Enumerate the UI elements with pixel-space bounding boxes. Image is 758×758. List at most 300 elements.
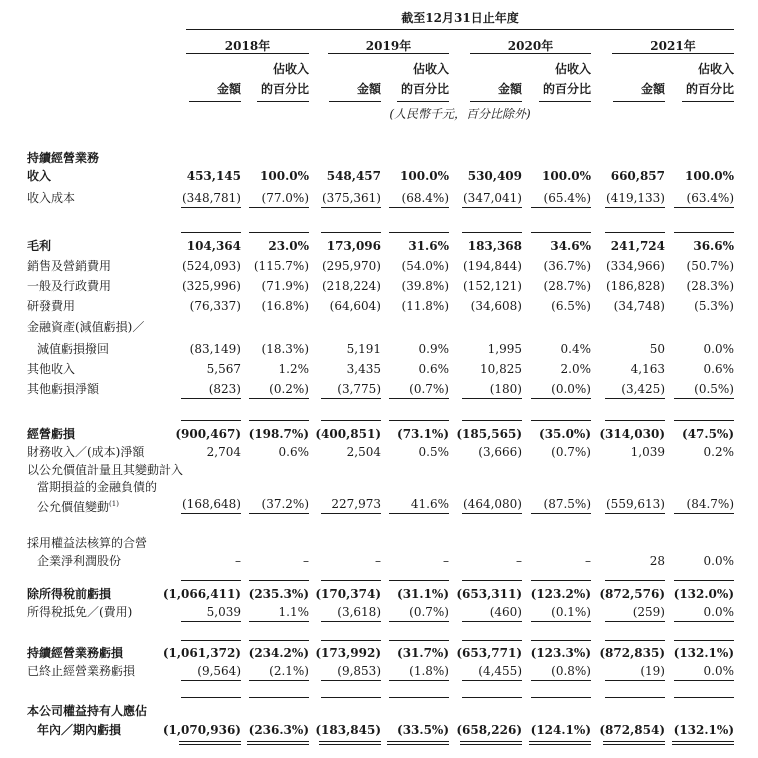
amount-cell: 183,368 bbox=[467, 239, 522, 253]
subtotal-rule bbox=[531, 621, 591, 622]
row-label bbox=[27, 663, 135, 680]
amount-cell: (34,748) bbox=[613, 299, 665, 313]
subtotal-rule bbox=[249, 207, 309, 208]
percent-cell: 0.6% bbox=[418, 362, 449, 376]
percent-cell: 0.9% bbox=[418, 342, 449, 356]
subtotal-rule bbox=[321, 621, 381, 622]
amount-cell: 453,145 bbox=[186, 169, 241, 183]
total-top-rule bbox=[389, 697, 449, 698]
total-top-rule bbox=[321, 420, 381, 421]
amount-cell: (3,618) bbox=[337, 605, 381, 619]
total-top-rule bbox=[321, 580, 381, 581]
percent-cell: 0.2% bbox=[703, 445, 734, 459]
percent-cell: 100.0% bbox=[260, 169, 309, 183]
percent-cell: (198.7%) bbox=[248, 427, 309, 441]
period-rule bbox=[186, 29, 734, 30]
row-label-text: 減值虧損撥回 bbox=[37, 342, 110, 356]
percent-cell: (132.1%) bbox=[673, 646, 734, 660]
subtotal-rule bbox=[674, 680, 734, 681]
amount-cell: 5,039 bbox=[206, 605, 241, 619]
row-label-text: 本公司權益持有人應佔 bbox=[27, 704, 148, 718]
percent-cell: (0.5%) bbox=[694, 382, 734, 396]
amount-column-heading: 金額 bbox=[216, 82, 241, 96]
subtotal-rule bbox=[605, 207, 665, 208]
percent-cell: 0.0% bbox=[703, 342, 734, 356]
amount-cell: 10,825 bbox=[480, 362, 522, 376]
amount-cell: 660,857 bbox=[610, 169, 665, 183]
percent-cell: (54.0%) bbox=[401, 259, 449, 273]
amount-cell: 2,504 bbox=[346, 445, 381, 459]
row-label bbox=[27, 426, 75, 443]
total-top-rule bbox=[531, 580, 591, 581]
amount-cell: (653,311) bbox=[456, 587, 522, 601]
year-heading: 2020年 bbox=[507, 39, 554, 53]
percent-column-heading-line1: 佔收入 bbox=[272, 62, 309, 76]
percent-cell: 36.6% bbox=[693, 239, 734, 253]
percent-cell: 31.6% bbox=[408, 239, 449, 253]
subtotal-rule bbox=[462, 621, 522, 622]
percent-cell: (6.5%) bbox=[551, 299, 591, 313]
amount-cell: (34,608) bbox=[470, 299, 522, 313]
row-label-text: 毛利 bbox=[27, 239, 52, 253]
amount-cell: 5,567 bbox=[206, 362, 241, 376]
row-label-text: 採用權益法核算的合營 bbox=[27, 536, 148, 550]
column-rule bbox=[397, 101, 449, 102]
row-label bbox=[27, 258, 111, 275]
amount-cell: 28 bbox=[649, 554, 665, 568]
percent-cell: (123.2%) bbox=[530, 587, 591, 601]
total-top-rule bbox=[249, 580, 309, 581]
percent-cell: 0.5% bbox=[418, 445, 449, 459]
percent-cell: (0.7%) bbox=[409, 382, 449, 396]
percent-cell: (235.3%) bbox=[248, 587, 309, 601]
total-top-rule bbox=[674, 580, 734, 581]
column-rule bbox=[329, 101, 381, 102]
amount-cell: 4,163 bbox=[630, 362, 665, 376]
amount-cell: (872,835) bbox=[599, 646, 665, 660]
percent-column-heading-line2: 的百分比 bbox=[260, 82, 309, 96]
row-label-text: 銷售及營銷費用 bbox=[27, 259, 112, 273]
subtotal-rule bbox=[462, 398, 522, 399]
row-label bbox=[27, 381, 99, 398]
amount-cell: (186,828) bbox=[606, 279, 665, 293]
amount-cell: (419,133) bbox=[606, 191, 665, 205]
amount-cell: 241,724 bbox=[610, 239, 665, 253]
row-label-text: 其他虧損淨額 bbox=[27, 382, 100, 396]
subtotal-rule bbox=[674, 621, 734, 622]
subtotal-rule bbox=[462, 207, 522, 208]
amount-cell: (334,966) bbox=[606, 259, 665, 273]
percent-column-heading-line1: 佔收入 bbox=[554, 62, 591, 76]
amount-cell: (347,041) bbox=[463, 191, 522, 205]
footnote-marker: (1) bbox=[109, 500, 119, 508]
amount-cell: (3,775) bbox=[337, 382, 381, 396]
amount-cell: – bbox=[235, 554, 241, 568]
percent-column-heading-line1: 佔收入 bbox=[412, 62, 449, 76]
total-top-rule bbox=[181, 697, 241, 698]
amount-cell: (3,425) bbox=[621, 382, 665, 396]
percent-cell: 34.6% bbox=[550, 239, 591, 253]
percent-column-heading-line1: 佔收入 bbox=[697, 62, 734, 76]
row-label bbox=[27, 168, 51, 185]
row-label-text: 企業淨利潤股份 bbox=[37, 554, 122, 568]
amount-cell: (218,224) bbox=[322, 279, 381, 293]
row-label-text: 收入成本 bbox=[27, 191, 76, 205]
amount-cell: (185,565) bbox=[456, 427, 522, 441]
total-top-rule bbox=[605, 697, 665, 698]
amount-cell: – bbox=[375, 554, 381, 568]
amount-cell: 548,457 bbox=[326, 169, 381, 183]
total-top-rule bbox=[249, 232, 309, 233]
percent-cell: 0.6% bbox=[278, 445, 309, 459]
subtotal-rule bbox=[389, 207, 449, 208]
percent-cell: (35.0%) bbox=[539, 427, 591, 441]
total-top-rule bbox=[674, 640, 734, 641]
row-label bbox=[27, 586, 111, 603]
subtotal-rule bbox=[181, 398, 241, 399]
percent-cell: (37.2%) bbox=[261, 497, 309, 511]
percent-cell: (0.1%) bbox=[551, 605, 591, 619]
total-top-rule bbox=[321, 232, 381, 233]
subtotal-rule bbox=[321, 513, 381, 514]
total-top-rule bbox=[181, 232, 241, 233]
subtotal-rule bbox=[321, 207, 381, 208]
percent-cell: (68.4%) bbox=[401, 191, 449, 205]
percent-cell: – bbox=[443, 554, 449, 568]
subtotal-rule bbox=[321, 398, 381, 399]
percent-cell: 2.0% bbox=[560, 362, 591, 376]
total-top-rule bbox=[462, 640, 522, 641]
amount-cell: (658,226) bbox=[456, 723, 522, 737]
row-label-text: 收入 bbox=[27, 169, 52, 183]
percent-cell: (33.5%) bbox=[397, 723, 449, 737]
percent-cell: (18.3%) bbox=[261, 342, 309, 356]
row-label bbox=[37, 341, 109, 358]
total-top-rule bbox=[462, 232, 522, 233]
subtotal-rule bbox=[605, 513, 665, 514]
row-label bbox=[27, 238, 51, 255]
total-top-rule bbox=[605, 580, 665, 581]
percent-cell: (87.5%) bbox=[543, 497, 591, 511]
total-top-rule bbox=[531, 232, 591, 233]
amount-column-heading: 金額 bbox=[356, 82, 381, 96]
year-heading: 2019年 bbox=[365, 39, 412, 53]
year-rule bbox=[186, 53, 309, 54]
amount-cell: (76,337) bbox=[189, 299, 241, 313]
amount-cell: (168,648) bbox=[182, 497, 241, 511]
row-label-text: 一般及行政費用 bbox=[27, 279, 112, 293]
subtotal-rule bbox=[531, 680, 591, 681]
subtotal-rule bbox=[674, 513, 734, 514]
total-top-rule bbox=[181, 580, 241, 581]
percent-cell: (0.7%) bbox=[551, 445, 591, 459]
amount-cell: (900,467) bbox=[175, 427, 241, 441]
total-top-rule bbox=[462, 420, 522, 421]
row-label-text: 公允價值變動 bbox=[37, 500, 110, 514]
amount-cell: (872,854) bbox=[599, 723, 665, 737]
percent-cell: (115.7%) bbox=[253, 259, 309, 273]
amount-cell: 3,435 bbox=[346, 362, 381, 376]
percent-cell: – bbox=[303, 554, 309, 568]
total-top-rule bbox=[321, 697, 381, 698]
amount-column-heading: 金額 bbox=[497, 82, 522, 96]
row-label bbox=[27, 604, 132, 621]
grand-total-double-rule bbox=[603, 741, 665, 745]
total-top-rule bbox=[531, 697, 591, 698]
percent-cell: 100.0% bbox=[542, 169, 591, 183]
subtotal-rule bbox=[181, 513, 241, 514]
total-top-rule bbox=[181, 640, 241, 641]
amount-cell: (83,149) bbox=[189, 342, 241, 356]
amount-cell: (19) bbox=[640, 664, 665, 678]
row-label bbox=[37, 722, 121, 739]
percent-cell: (28.3%) bbox=[686, 279, 734, 293]
total-top-rule bbox=[605, 232, 665, 233]
percent-cell: 1.2% bbox=[278, 362, 309, 376]
row-label bbox=[27, 462, 183, 479]
percent-column-heading-line2: 的百分比 bbox=[400, 82, 449, 96]
percent-column-heading-line2: 的百分比 bbox=[685, 82, 734, 96]
row-label-text: 財務收入／(成本)淨額 bbox=[27, 445, 145, 459]
percent-cell: 0.4% bbox=[560, 342, 591, 356]
column-rule bbox=[257, 101, 309, 102]
percent-cell: 0.6% bbox=[703, 362, 734, 376]
amount-cell: (524,093) bbox=[182, 259, 241, 273]
percent-cell: (234.2%) bbox=[248, 646, 309, 660]
percent-cell: (0.0%) bbox=[551, 382, 591, 396]
total-top-rule bbox=[181, 420, 241, 421]
total-top-rule bbox=[674, 420, 734, 421]
row-label-text: 已終止經營業務虧損 bbox=[27, 664, 136, 678]
row-label bbox=[27, 319, 144, 336]
amount-cell: 2,704 bbox=[206, 445, 241, 459]
amount-cell: (1,066,411) bbox=[162, 587, 241, 601]
percent-cell: 0.0% bbox=[703, 605, 734, 619]
grand-total-double-rule bbox=[247, 741, 309, 745]
total-top-rule bbox=[531, 420, 591, 421]
subtotal-rule bbox=[462, 513, 522, 514]
total-top-rule bbox=[249, 640, 309, 641]
subtotal-rule bbox=[249, 680, 309, 681]
amount-cell: (1,061,372) bbox=[162, 646, 241, 660]
amount-column-heading: 金額 bbox=[640, 82, 665, 96]
year-heading: 2021年 bbox=[650, 39, 696, 53]
percent-cell: (2.1%) bbox=[269, 664, 309, 678]
percent-cell: (65.4%) bbox=[543, 191, 591, 205]
amount-cell: (348,781) bbox=[182, 191, 241, 205]
row-label-text: 以公允價值計量且其變動計入 bbox=[27, 463, 184, 477]
year-heading: 2018年 bbox=[224, 39, 271, 53]
amount-cell: (173,992) bbox=[315, 646, 381, 660]
year-rule bbox=[470, 53, 591, 54]
grand-total-double-rule bbox=[387, 741, 449, 745]
subtotal-rule bbox=[605, 680, 665, 681]
percent-cell: (47.5%) bbox=[682, 427, 734, 441]
total-top-rule bbox=[321, 640, 381, 641]
column-rule bbox=[539, 101, 591, 102]
row-label bbox=[37, 553, 121, 570]
percent-cell: (71.9%) bbox=[261, 279, 309, 293]
column-rule bbox=[682, 101, 734, 102]
total-top-rule bbox=[605, 420, 665, 421]
row-label-text: 當期損益的金融負債的 bbox=[37, 480, 158, 494]
amount-cell: (180) bbox=[489, 382, 522, 396]
subtotal-rule bbox=[531, 207, 591, 208]
percent-cell: (73.1%) bbox=[397, 427, 449, 441]
grand-total-double-rule bbox=[319, 741, 381, 745]
grand-total-double-rule bbox=[672, 741, 734, 745]
amount-cell: (152,121) bbox=[463, 279, 522, 293]
row-label bbox=[27, 278, 111, 295]
row-label bbox=[27, 298, 75, 315]
total-top-rule bbox=[462, 697, 522, 698]
row-label bbox=[37, 496, 119, 516]
percent-cell: (0.7%) bbox=[409, 605, 449, 619]
amount-cell: (325,996) bbox=[182, 279, 241, 293]
total-top-rule bbox=[674, 232, 734, 233]
amount-cell: (3,666) bbox=[478, 445, 522, 459]
percent-cell: 0.0% bbox=[703, 664, 734, 678]
row-label-text: 持續經營業務 bbox=[27, 151, 100, 165]
subtotal-rule bbox=[674, 207, 734, 208]
amount-cell: (872,576) bbox=[599, 587, 665, 601]
percent-cell: – bbox=[585, 554, 591, 568]
subtotal-rule bbox=[531, 513, 591, 514]
subtotal-rule bbox=[181, 680, 241, 681]
amount-cell: (653,771) bbox=[456, 646, 522, 660]
total-top-rule bbox=[389, 420, 449, 421]
amount-cell: 104,364 bbox=[186, 239, 241, 253]
total-top-rule bbox=[389, 232, 449, 233]
subtotal-rule bbox=[531, 398, 591, 399]
percent-cell: (39.8%) bbox=[401, 279, 449, 293]
percent-cell: (0.8%) bbox=[551, 664, 591, 678]
percent-cell: 100.0% bbox=[400, 169, 449, 183]
subtotal-rule bbox=[181, 621, 241, 622]
subtotal-rule bbox=[389, 513, 449, 514]
amount-cell: 5,191 bbox=[346, 342, 381, 356]
amount-cell: (823) bbox=[208, 382, 241, 396]
amount-cell: – bbox=[516, 554, 522, 568]
row-label bbox=[27, 444, 144, 461]
percent-cell: (236.3%) bbox=[248, 723, 309, 737]
subtotal-rule bbox=[674, 398, 734, 399]
percent-cell: (0.2%) bbox=[269, 382, 309, 396]
amount-cell: (314,030) bbox=[599, 427, 665, 441]
percent-cell: 41.6% bbox=[410, 497, 449, 511]
row-label bbox=[37, 479, 157, 496]
percent-cell: (77.0%) bbox=[261, 191, 309, 205]
amount-cell: (295,970) bbox=[322, 259, 381, 273]
total-top-rule bbox=[389, 640, 449, 641]
percent-cell: (31.1%) bbox=[397, 587, 449, 601]
percent-cell: (132.0%) bbox=[673, 587, 734, 601]
column-rule bbox=[470, 101, 522, 102]
percent-cell: (84.7%) bbox=[686, 497, 734, 511]
row-label-text: 年內／期內虧損 bbox=[37, 723, 122, 737]
percent-cell: (16.8%) bbox=[261, 299, 309, 313]
total-top-rule bbox=[674, 697, 734, 698]
amount-cell: (9,564) bbox=[197, 664, 241, 678]
row-label-text: 其他收入 bbox=[27, 362, 76, 376]
percent-cell: (123.3%) bbox=[530, 646, 591, 660]
amount-cell: (183,845) bbox=[315, 723, 381, 737]
subtotal-rule bbox=[605, 621, 665, 622]
amount-cell: (194,844) bbox=[463, 259, 522, 273]
row-label bbox=[27, 361, 75, 378]
amount-cell: (460) bbox=[489, 605, 522, 619]
column-rule bbox=[189, 101, 241, 102]
total-top-rule bbox=[389, 580, 449, 581]
amount-cell: (259) bbox=[632, 605, 665, 619]
row-label bbox=[27, 703, 147, 720]
total-top-rule bbox=[462, 580, 522, 581]
row-label-text: 所得稅抵免／(費用) bbox=[27, 605, 133, 619]
amount-cell: (170,374) bbox=[315, 587, 381, 601]
row-label bbox=[27, 150, 99, 167]
amount-cell: 1,039 bbox=[630, 445, 665, 459]
amount-cell: (375,361) bbox=[322, 191, 381, 205]
row-label bbox=[27, 535, 147, 552]
percent-cell: (63.4%) bbox=[686, 191, 734, 205]
percent-cell: (31.7%) bbox=[397, 646, 449, 660]
percent-cell: (28.7%) bbox=[543, 279, 591, 293]
percent-cell: 0.0% bbox=[703, 554, 734, 568]
amount-cell: 50 bbox=[649, 342, 665, 356]
amount-cell: (4,455) bbox=[478, 664, 522, 678]
row-label bbox=[27, 645, 123, 662]
percent-cell: 1.1% bbox=[278, 605, 309, 619]
row-label-text: 金融資產(減值虧損)／ bbox=[27, 320, 145, 334]
subtotal-rule bbox=[389, 621, 449, 622]
subtotal-rule bbox=[321, 680, 381, 681]
subtotal-rule bbox=[462, 680, 522, 681]
percent-cell: 23.0% bbox=[268, 239, 309, 253]
year-rule bbox=[328, 53, 449, 54]
amount-cell: (64,604) bbox=[329, 299, 381, 313]
percent-cell: (36.7%) bbox=[543, 259, 591, 273]
subtotal-rule bbox=[249, 398, 309, 399]
subtotal-rule bbox=[389, 398, 449, 399]
grand-total-double-rule bbox=[179, 741, 241, 745]
total-top-rule bbox=[605, 640, 665, 641]
amount-cell: 173,096 bbox=[326, 239, 381, 253]
period-heading: 截至12月31日止年度 bbox=[401, 11, 519, 25]
year-rule bbox=[612, 53, 734, 54]
amount-cell: (559,613) bbox=[606, 497, 665, 511]
percent-cell: (11.8%) bbox=[401, 299, 449, 313]
row-label-text: 持續經營業務虧損 bbox=[27, 646, 124, 660]
percent-cell: (132.1%) bbox=[673, 723, 734, 737]
percent-cell: (50.7%) bbox=[686, 259, 734, 273]
amount-cell: 530,409 bbox=[467, 169, 522, 183]
subtotal-rule bbox=[181, 207, 241, 208]
percent-cell: 100.0% bbox=[685, 169, 734, 183]
subtotal-rule bbox=[249, 621, 309, 622]
percent-cell: (124.1%) bbox=[530, 723, 591, 737]
subtotal-rule bbox=[389, 680, 449, 681]
unit-note: (人民幣千元，百分比除外) bbox=[389, 107, 531, 121]
row-label-text: 經營虧損 bbox=[27, 427, 76, 441]
percent-cell: (5.3%) bbox=[694, 299, 734, 313]
row-label-text: 除所得稅前虧損 bbox=[27, 587, 112, 601]
row-label-text: 研發費用 bbox=[27, 299, 76, 313]
amount-cell: (1,070,936) bbox=[162, 723, 241, 737]
amount-cell: (464,080) bbox=[463, 497, 522, 511]
amount-cell: (400,851) bbox=[315, 427, 381, 441]
grand-total-double-rule bbox=[460, 741, 522, 745]
subtotal-rule bbox=[605, 398, 665, 399]
